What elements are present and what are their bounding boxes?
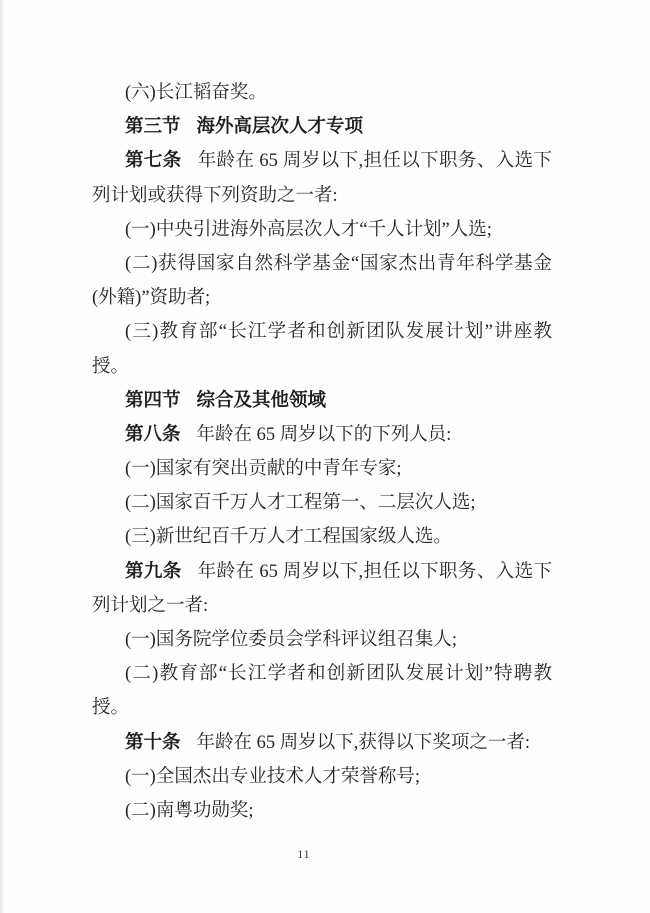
text-line	[92, 281, 552, 315]
text-line	[92, 691, 552, 725]
line-text: 年龄在 65 周岁以下,获得以下奖项之一者:	[196, 732, 531, 753]
text-line	[92, 179, 552, 213]
document-body	[92, 76, 552, 828]
clause-label: 第三节	[125, 117, 181, 138]
line-text: (一)中央引进海外高层次人才“千人计划”人选;	[125, 219, 492, 240]
text-line	[92, 760, 552, 794]
text-line	[92, 247, 552, 281]
line-text: (一)国务院学位委员会学科评议组召集人;	[125, 630, 457, 650]
text-line	[92, 589, 552, 623]
text-line	[92, 384, 552, 418]
clause-label: 第九条	[125, 561, 182, 582]
text-line	[92, 315, 552, 349]
line-text: 综合及其他领域	[196, 390, 327, 411]
text-line	[92, 76, 552, 110]
line-text: (三)教育部“长江学者和创新团队发展计划”讲座教	[125, 322, 552, 343]
text-line	[92, 657, 552, 691]
line-text: (六)长江韬奋奖。	[125, 83, 267, 103]
line-text: (一)全国杰出专业技术人才荣誉称号;	[125, 766, 420, 787]
text-line	[92, 213, 552, 247]
line-text: 年龄在 65 周岁以下的下列人员:	[196, 424, 452, 445]
text-line	[92, 555, 552, 589]
line-text: (外籍)”资助者;	[92, 288, 211, 309]
line-text: 授。	[92, 356, 130, 377]
line-text: 列计划之一者:	[92, 595, 209, 616]
page-number: 11	[297, 849, 311, 861]
text-line	[92, 144, 552, 178]
clause-label: 第八条	[125, 424, 181, 445]
text-line	[92, 486, 552, 520]
clause-label: 第四节	[125, 390, 181, 411]
clause-label: 第七条	[125, 151, 182, 172]
clause-label: 第十条	[125, 732, 181, 753]
text-line	[92, 520, 552, 554]
text-line	[92, 350, 552, 384]
line-text: (二)获得国家自然科学基金“国家杰出青年科学基金	[125, 253, 552, 274]
text-line	[92, 726, 552, 760]
text-line	[92, 623, 552, 657]
line-text: (二)南粤功勋奖;	[125, 800, 254, 821]
line-text: (二)教育部“长江学者和创新团队发展计划”特聘教	[125, 664, 552, 685]
line-text: 列计划或获得下列资助之一者:	[92, 185, 338, 206]
line-text: 海外高层次人才专项	[196, 117, 364, 138]
text-line	[92, 110, 552, 144]
line-text: 授。	[92, 698, 130, 719]
text-line	[92, 452, 552, 486]
text-line	[92, 418, 552, 452]
text-line	[92, 794, 552, 828]
line-text: (三)新世纪百千万人才工程国家级人选。	[125, 527, 452, 548]
line-text: 年龄在 65 周岁以下,担任以下职务、入选下	[197, 151, 552, 172]
line-text: 年龄在 65 周岁以下,担任以下职务、入选下	[197, 561, 552, 582]
line-text: (二)国家百千万人才工程第一、二层次人选;	[125, 493, 476, 514]
line-text: (一)国家有突出贡献的中青年专家;	[125, 459, 402, 480]
